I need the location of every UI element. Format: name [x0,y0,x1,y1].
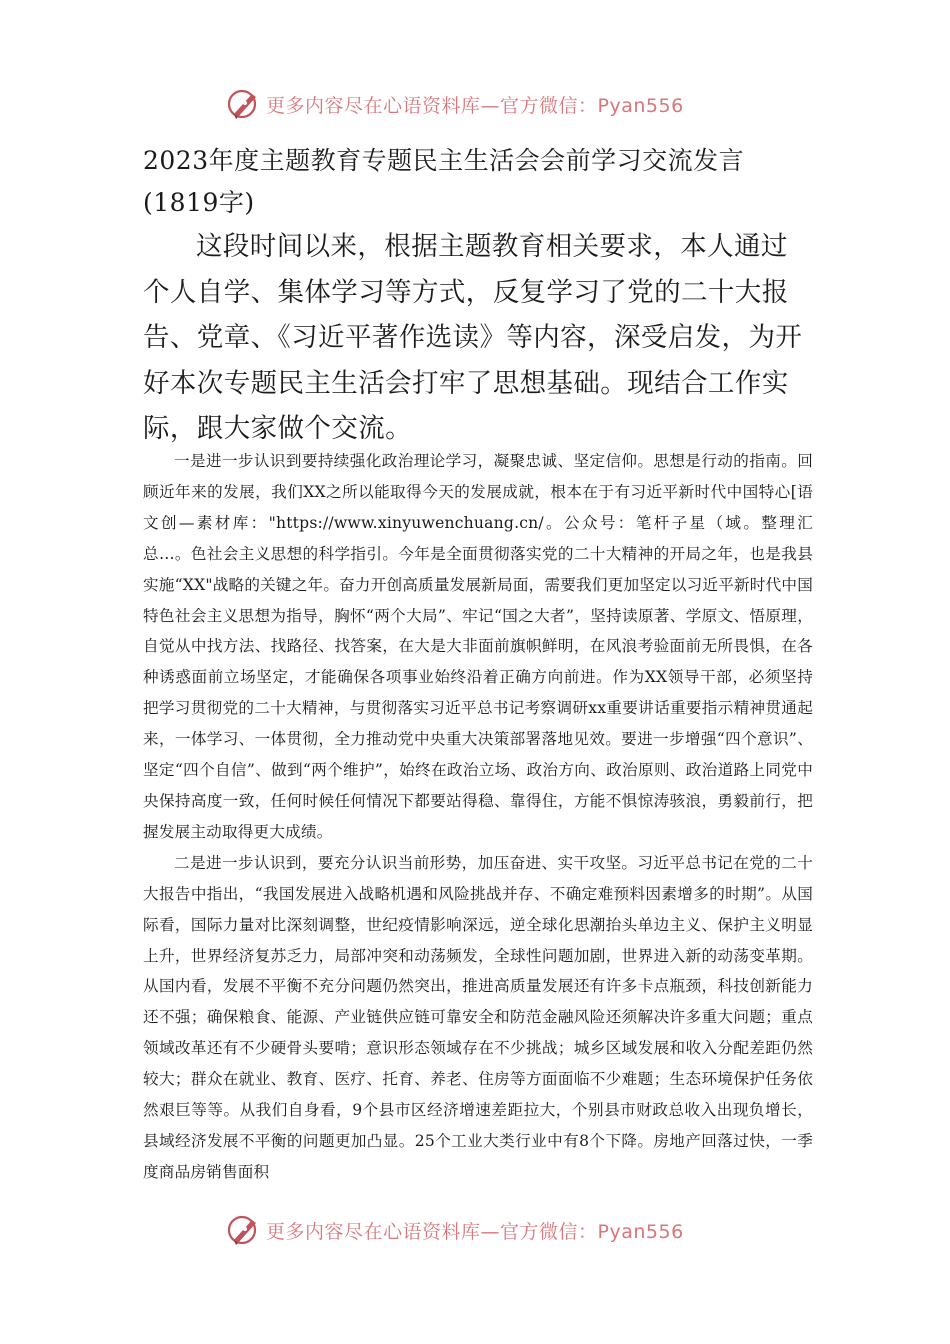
watermark-text: 更多内容尽在心语资料库—官方微信：Pyan556 [266,94,684,117]
pen-nib-icon [226,86,262,122]
document-body [143,446,813,1188]
watermark-text: 更多内容尽在心语资料库—官方微信：Pyan556 [266,1220,684,1243]
header-watermark-banner [226,84,746,124]
document-title: 2023年度主题教育专题民主生活会会前学习交流发言(1819字) [143,146,745,217]
body-paragraph-2: 二是进一步认识到，要充分认识当前形势，加压奋进、实干攻坚。习近平总书记在党的二十大报告中指出，“我国发展进入战略机遇和风险挑战并存、不确定难预料因素增多的时期”。从国际看，国际力量对比深刻调整，世纪疫情影响深远，逆全球化思潮抬头单边主义、保护主义明显上升，世界经济复苏乏力，局部冲突和动荡频发，全球性问题加剧，世界进入新的动荡变革期。从国内看，发展不平衡不充分问题仍然突出，推进高质量发展还有许多卡点瓶颈，科技创新能力还不强；确保粮食、能源、产业链供应链可靠安全和防范金融风险还须解决许多重大问题；重点领域改革还有不少硬骨头要啃；意识形态领域存在不少挑战；城乡区域发展和收入分配差距仍然较大；群众在就业、教育、医疗、托育、养老、住房等方面面临不少难题；生态环境保护任务依然艰巨等等。从我们自身看，9个县市区经济增速差距拉大，个别县市财政总收入出现负增长，县域经济发展不平衡的问题更加凸显。25个工业大类行业中有8个下降。房地产回落过快，一季度商品房销售面积 [143,853,813,1181]
pen-nib-icon [226,1212,262,1248]
footer-watermark-banner [226,1210,746,1250]
lead-paragraph: 这段时间以来，根据主题教育相关要求，本人通过个人自学、集体学习等方式，反复学习了党的二十大报告、党章、《习近平著作选读》等内容，深受启发，为开好本次专题民主生活会打牢了思想基础。现结合工作实际，跟大家做个交流。 [143,231,803,444]
body-paragraph-1: 一是进一步认识到要持续强化政治理论学习，凝聚忠诚、坚定信仰。思想是行动的指南。回顾近年来的发展，我们XX之所以能取得今天的发展成就，根本在于有习近平新时代中国特心[语文创—素材库："https://www.xinyuwenchuang.cn/。公众号：笔杆子星（域。整理汇总…。色社会主义思想的科学指引。今年是全面贯彻落实党的二十大精神的开局之年，也是我县实施“XX"战略的关键之年。奋力开创高质量发展新局面，需要我们更加坚定以习近平新时代中国特色社会主义思想为指导，胸怀“两个大局”、牢记“国之大者”，坚持读原著、学原文、悟原理，自觉从中找方法、找路径、找答案，在大是大非面前旗帜鲜明，在风浪考验面前无所畏惧，在各种诱惑面前立场坚定，才能确保各项事业始终沿着正确方向前进。作为XX领导干部，必须坚持把学习贯彻党的二十大精神，与贯彻落实习近平总书记考察调研xx重要讲话重要指示精神贯通起来，一体学习、一体贯彻，全力推动党中央重大决策部署落地见效。要进一步增强“四个意识”、坚定“四个自信”、做到“两个维护”，始终在政治立场、政治方向、政治原则、政治道路上同党中央保持高度一致，任何时候任何情况下都要站得稳、靠得住，方能不惧惊涛骇浪，勇毅前行，把握发展主动取得更大成绩。 [143,452,813,841]
